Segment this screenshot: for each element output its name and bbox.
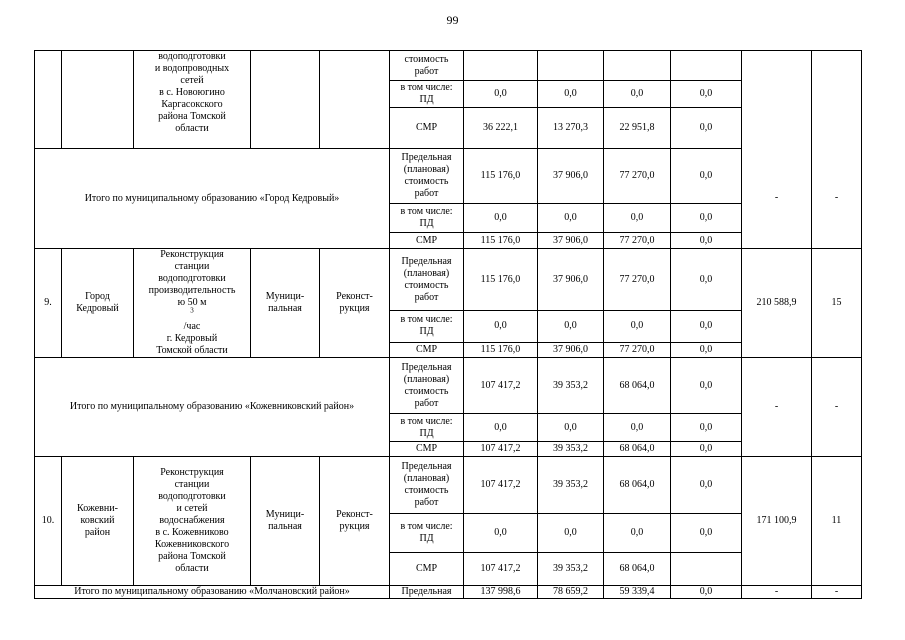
cell-limit-label: Предельная xyxy=(390,586,464,599)
cell-value: 77 270,0 xyxy=(604,233,671,249)
cell-value: 36 222,1 xyxy=(464,108,538,149)
cell-value: 0,0 xyxy=(464,204,538,233)
cell-pd-label: в том числе: ПД xyxy=(390,81,464,108)
cell-object: Реконструкция станции водоподготовки производительность ю 50 м $^3$ /час г. Кедровый Томской области xyxy=(134,249,251,358)
cell-municipality: Кожевни- ковский район xyxy=(62,457,134,586)
cell-limit-label: Предельная (плановая) стоимость работ xyxy=(390,149,464,204)
cell-col-b: 11 xyxy=(812,457,862,586)
cell-value: 0,0 xyxy=(604,204,671,233)
cell-value: 37 906,0 xyxy=(538,342,604,357)
cell-value: 115 176,0 xyxy=(464,233,538,249)
cell-limit-label: Предельная (плановая) стоимость работ xyxy=(390,249,464,311)
cell-value xyxy=(671,51,742,81)
cell-value: 59 339,4 xyxy=(604,586,671,599)
table-row xyxy=(35,249,862,311)
cell-value: 0,0 xyxy=(464,514,538,553)
cell-value: 107 417,2 xyxy=(464,457,538,514)
cell-value: 39 353,2 xyxy=(538,457,604,514)
cell-smr-label: СМР xyxy=(390,233,464,249)
cell-cost-label: стоимость работ xyxy=(390,51,464,81)
cell-value: 115 176,0 xyxy=(464,149,538,204)
cell-value: 0,0 xyxy=(671,414,742,442)
cell-municipality xyxy=(62,51,134,149)
cell-smr-label: СМР xyxy=(390,342,464,357)
cell-value: 13 270,3 xyxy=(538,108,604,149)
cell-owner: Муници- пальная xyxy=(251,249,320,358)
cell-type xyxy=(320,51,390,149)
cell-value xyxy=(538,51,604,81)
cell-value xyxy=(464,51,538,81)
cell-value: 0,0 xyxy=(604,414,671,442)
cell-value: 0,0 xyxy=(538,514,604,553)
cell-value xyxy=(671,553,742,586)
cell-num xyxy=(35,51,62,149)
cell-value: 0,0 xyxy=(604,311,671,343)
page-number: 99 xyxy=(446,13,459,27)
table-row xyxy=(35,586,862,599)
cell-value: 0,0 xyxy=(464,81,538,108)
cell-pd-label: в том числе: ПД xyxy=(390,311,464,343)
cell-value: 0,0 xyxy=(538,311,604,343)
cell-value: 0,0 xyxy=(671,81,742,108)
cell-smr-label: СМР xyxy=(390,108,464,149)
cell-value: 107 417,2 xyxy=(464,442,538,457)
cell-col-b: - xyxy=(812,358,862,457)
cell-value: 0,0 xyxy=(671,586,742,599)
cell-value xyxy=(604,51,671,81)
cell-limit-label: Предельная (плановая) стоимость работ xyxy=(390,457,464,514)
cell-value: 107 417,2 xyxy=(464,358,538,414)
cell-col-b xyxy=(812,51,862,149)
cell-value: 0,0 xyxy=(604,514,671,553)
cell-col-a: - xyxy=(742,586,812,599)
cell-value: 115 176,0 xyxy=(464,342,538,357)
total-title-kozhevnikovsky: Итого по муниципальному образованию «Кожевниковский район» xyxy=(35,358,390,457)
cell-value: 137 998,6 xyxy=(464,586,538,599)
cell-value: 0,0 xyxy=(671,358,742,414)
table-row xyxy=(35,149,862,204)
cell-col-a: 171 100,9 xyxy=(742,457,812,586)
cell-type: Реконст- рукция xyxy=(320,457,390,586)
cell-num: 9. xyxy=(35,249,62,358)
cell-value: 77 270,0 xyxy=(604,249,671,311)
cell-value: 68 064,0 xyxy=(604,457,671,514)
cell-value: 68 064,0 xyxy=(604,442,671,457)
cell-value: 0,0 xyxy=(671,342,742,357)
cell-value: 0,0 xyxy=(671,514,742,553)
investment-program-table xyxy=(34,50,862,599)
cell-value: 0,0 xyxy=(671,204,742,233)
cell-value: 22 951,8 xyxy=(604,108,671,149)
cell-col-a: 210 588,9 xyxy=(742,249,812,358)
cell-object: Реконструкция станции водоподготовки и сетей водоснабжения в с. Кожевниково Кожевниковского района Томской области xyxy=(134,457,251,586)
cell-col-a: - xyxy=(742,149,812,249)
cell-value: 37 906,0 xyxy=(538,149,604,204)
cell-value: 0,0 xyxy=(671,108,742,149)
cell-value: 39 353,2 xyxy=(538,442,604,457)
cell-value: 0,0 xyxy=(538,414,604,442)
cell-value: 78 659,2 xyxy=(538,586,604,599)
cell-value: 37 906,0 xyxy=(538,233,604,249)
cell-object: водоподготовки и водопроводных сетей в с. Новоюгино Каргасокского района Томской области xyxy=(134,51,251,149)
cell-owner xyxy=(251,51,320,149)
cell-value: 77 270,0 xyxy=(604,149,671,204)
cell-value: 68 064,0 xyxy=(604,358,671,414)
cell-value: 0,0 xyxy=(671,457,742,514)
cell-pd-label: в том числе: ПД xyxy=(390,514,464,553)
total-title-kedrovy: Итого по муниципальному образованию «Город Кедровый» xyxy=(35,149,390,249)
table-row xyxy=(35,358,862,414)
cell-value: 68 064,0 xyxy=(604,553,671,586)
cell-value: 107 417,2 xyxy=(464,553,538,586)
cell-value: 115 176,0 xyxy=(464,249,538,311)
cell-smr-label: СМР xyxy=(390,553,464,586)
cell-col-b: - xyxy=(812,586,862,599)
cell-value: 39 353,2 xyxy=(538,553,604,586)
cell-num: 10. xyxy=(35,457,62,586)
cell-col-b: 15 xyxy=(812,249,862,358)
cell-value: 0,0 xyxy=(538,81,604,108)
cell-value: 0,0 xyxy=(464,414,538,442)
cell-value: 0,0 xyxy=(671,249,742,311)
cell-col-b: - xyxy=(812,149,862,249)
cell-value: 37 906,0 xyxy=(538,249,604,311)
cell-value: 39 353,2 xyxy=(538,358,604,414)
cell-value: 0,0 xyxy=(671,233,742,249)
cell-limit-label: Предельная (плановая) стоимость работ xyxy=(390,358,464,414)
cell-col-a xyxy=(742,51,812,149)
cell-value: 0,0 xyxy=(671,149,742,204)
table-row xyxy=(35,51,862,81)
cell-pd-label: в том числе: ПД xyxy=(390,204,464,233)
cell-type: Реконст- рукция xyxy=(320,249,390,358)
cell-value: 0,0 xyxy=(464,311,538,343)
cell-value: 0,0 xyxy=(538,204,604,233)
cell-value: 0,0 xyxy=(671,311,742,343)
total-title-molchanovsky: Итого по муниципальному образованию «Молчановский район» xyxy=(35,586,390,599)
cell-pd-label: в том числе: ПД xyxy=(390,414,464,442)
cell-smr-label: СМР xyxy=(390,442,464,457)
cell-municipality: Город Кедровый xyxy=(62,249,134,358)
cell-owner: Муници- пальная xyxy=(251,457,320,586)
cell-value: 0,0 xyxy=(604,81,671,108)
table-row xyxy=(35,457,862,514)
cell-value: 0,0 xyxy=(671,442,742,457)
cell-value: 77 270,0 xyxy=(604,342,671,357)
cell-col-a: - xyxy=(742,358,812,457)
